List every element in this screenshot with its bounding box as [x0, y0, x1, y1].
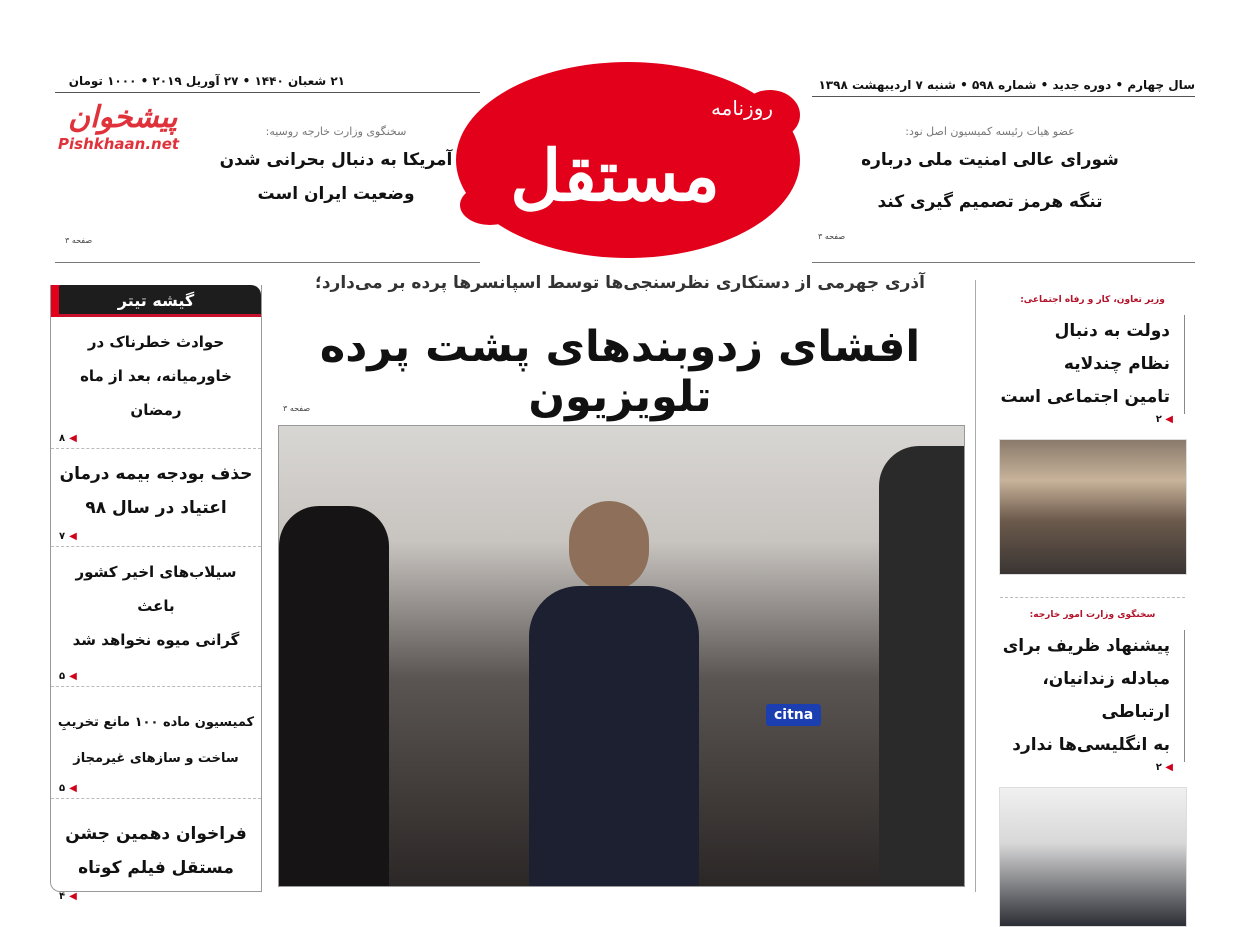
item-line: خاورمیانه، بعد از ماه رمضان — [80, 367, 232, 419]
person-shape — [529, 586, 699, 886]
story-line: مبادله زندانیان، ارتباطی — [1042, 669, 1170, 722]
item-line: اعتیاد در سال ۹۸ — [85, 498, 227, 518]
main-kicker: آذری جهرمی از دستکاری نظرسنجی‌ها توسط اسپانسرها پرده بر می‌دارد؛ — [315, 273, 925, 293]
page-ref: صفحه ۳ — [818, 232, 846, 241]
item-line: ساخت و سازهای غیرمجاز — [73, 751, 239, 766]
divider — [55, 262, 480, 263]
arrow-icon: ◀ — [69, 531, 77, 542]
main-headline[interactable]: افشای زدوبندهای پشت پرده تلویزیون — [319, 322, 921, 422]
item-line: کمیسیون ماده ۱۰۰ مانع تخریبِ — [57, 715, 255, 730]
arrow-icon: ◀ — [1165, 762, 1173, 773]
item-line: گرانی میوه نخواهد شد — [72, 631, 240, 649]
arrow-icon: ◀ — [69, 891, 77, 902]
item-line: سیلاب‌های اخیر کشور باعث — [75, 563, 237, 615]
logo-subtext: روزنامه — [710, 96, 774, 120]
story-title: آمریکا به دنبال بحرانی شدن — [219, 150, 453, 170]
person-shape — [279, 506, 389, 887]
divider — [812, 262, 1195, 263]
story-line: نظام چندلایه — [1063, 354, 1170, 374]
top-right-story[interactable] — [840, 125, 1140, 218]
story-kicker: سخنگوی وزارت خارجه روسیه: — [265, 125, 407, 138]
item-line: فراخوان دهمین جشن — [65, 824, 247, 844]
arrow-icon: ◀ — [69, 433, 77, 444]
page-ref: صفحه ۳ — [283, 404, 311, 413]
story-kicker: وزیر تعاون، کار و رفاه اجتماعی: — [1020, 295, 1165, 305]
arrow-icon: ◀ — [69, 783, 77, 794]
story-title: تنگه هرمز تصمیم گیری کند — [877, 192, 1103, 212]
story-kicker: عضو هیات رئیسه کمیسیون اصل نود: — [905, 125, 1075, 138]
right-column — [990, 295, 1195, 927]
page-ref: صفحه ۳ — [65, 236, 93, 245]
page-number: ۷ — [59, 531, 66, 542]
masthead-logo — [450, 55, 805, 265]
arrow-icon: ◀ — [1165, 414, 1173, 425]
item-line: حوادث خطرناک در — [87, 333, 225, 351]
spokesman-photo — [999, 787, 1187, 927]
story-title: وضعیت ایران است — [257, 184, 415, 204]
story-title — [990, 315, 1185, 414]
minister-photo — [999, 439, 1187, 575]
arrow-icon: ◀ — [69, 671, 77, 682]
page-number: ۴ — [59, 891, 66, 902]
person-shape — [879, 446, 965, 886]
watermark-en: Pishkhaan.net — [58, 135, 180, 153]
top-left-story[interactable] — [192, 125, 480, 210]
story-line: پیشنهاد ظریف برای — [1002, 636, 1170, 656]
story-line: دولت به دنبال — [1054, 321, 1170, 341]
story-line: به انگلیسی‌ها ندارد — [1012, 735, 1170, 755]
list-item[interactable] — [51, 687, 261, 799]
story-line: تامین اجتماعی است — [1000, 387, 1170, 407]
watermark — [58, 100, 179, 153]
watermark-fa: پیشخوان — [68, 100, 178, 135]
logo-text: مستقل — [510, 134, 720, 217]
item-line: حذف بودجه بیمه درمان — [59, 464, 253, 484]
page-ref — [990, 414, 1195, 425]
page-ref — [990, 762, 1195, 773]
side-story[interactable] — [990, 295, 1195, 425]
list-item[interactable] — [51, 799, 261, 906]
divider — [1000, 597, 1185, 598]
page-number: ۲ — [1155, 762, 1162, 773]
page-number: ۵ — [59, 671, 66, 682]
list-item[interactable] — [51, 317, 261, 449]
page-number: ۵ — [59, 783, 66, 794]
main-photo — [278, 425, 965, 887]
story-title: شورای عالی امنیت ملی درباره — [861, 150, 1119, 170]
list-item[interactable] — [51, 449, 261, 547]
headline-kiosk-box — [50, 285, 262, 902]
issue-line: سال چهارم • دوره جدید • شماره ۵۹۸ • شنبه ۷ اردیبهشت ۱۳۹۸ — [812, 78, 1195, 97]
column-divider — [975, 280, 976, 892]
list-item[interactable] — [51, 547, 261, 687]
page-number: ۸ — [59, 433, 66, 444]
story-kicker: سخنگوی وزارت امور خارجه: — [1029, 610, 1156, 620]
side-story[interactable] — [990, 610, 1195, 773]
page-number: ۲ — [1155, 414, 1162, 425]
person-shape — [569, 501, 649, 591]
box-title: گیشه تیتر — [51, 285, 261, 317]
story-title — [990, 630, 1185, 762]
date-line: ۲۱ شعبان ۱۴۴۰ • ۲۷ آوریل ۲۰۱۹ • ۱۰۰۰ تومان — [55, 74, 480, 93]
microphone-label: citna — [766, 704, 821, 726]
item-line: مستقل فیلم کوتاه — [78, 858, 234, 878]
